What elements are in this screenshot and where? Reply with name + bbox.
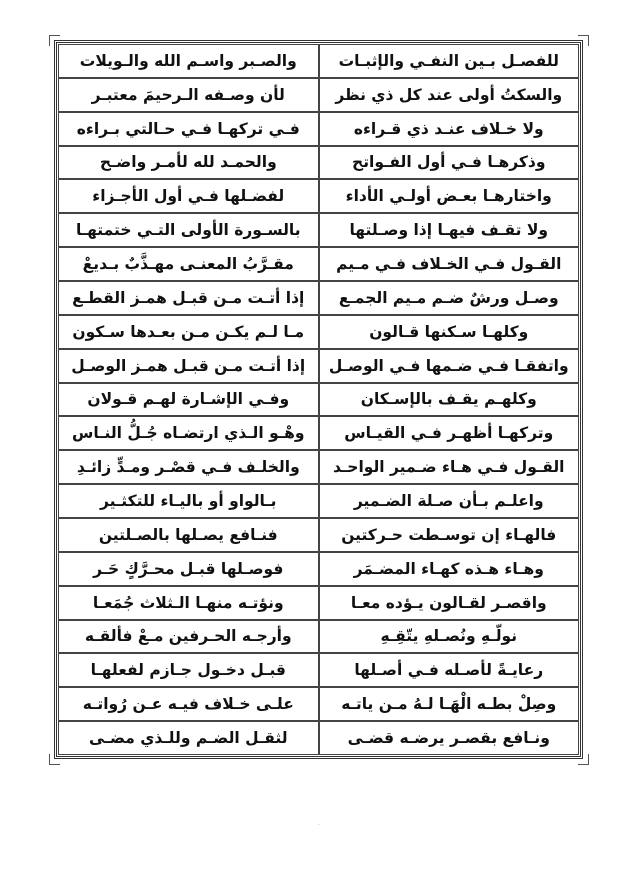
verse-second-hemistich: بـالواو أو باليـاء للتكثـير <box>58 484 319 518</box>
verse-second-hemistich: إذا أتـت مـن قبـل همـز الوصـل <box>58 349 319 383</box>
verse-first-hemistich: ولا خـلاف عنـد ذي قـراءه <box>319 112 580 146</box>
footer-mark: · <box>318 822 320 829</box>
verse-first-hemistich: وتركهـا أظهـر فـي القيـاس <box>319 416 580 450</box>
verse-first-hemistich: رعايـةً لأصـله فـي أصـلها <box>319 653 580 687</box>
verse-second-hemistich: لفضـلها فـي أول الأجـزاء <box>58 179 319 213</box>
verse-first-hemistich: وكلهـم يقـف بالإسـكان <box>319 383 580 417</box>
verse-second-hemistich: وأرجـه الحـرفين مـعْ فألقـه <box>58 620 319 654</box>
corner-ornament <box>578 35 589 46</box>
verse-first-hemistich: واتفقـا فـي ضـمها فـي الوصـل <box>319 349 580 383</box>
verse-second-hemistich: وفـي الإشـارة لهـم قـولان <box>58 383 319 417</box>
verse-first-hemistich: واعلـم بـأن صـلة الضـمير <box>319 484 580 518</box>
verse-first-hemistich: القـول فـي الخـلاف فـي مـيم <box>319 247 580 281</box>
verse-second-hemistich: مـا لـم يكـن مـن بعـدها سـكون <box>58 315 319 349</box>
verse-second-hemistich: بالسـورة الأولى التـي ختمتهـا <box>58 213 319 247</box>
verse-second-hemistich: فوصـلها قبـل محـرَّكٍ حَـر <box>58 552 319 586</box>
verse-first-hemistich: ونـافع بقصـر يرضـه قضـى <box>319 721 580 755</box>
verse-second-hemistich: لثقـل الضـم وللـذي مضـى <box>58 721 319 755</box>
corner-ornament <box>578 754 589 765</box>
verse-first-hemistich: واختارهـا بعـض أولـي الأداء <box>319 179 580 213</box>
verse-first-hemistich: والسكتُ أولى عند كل ذي نظر <box>319 78 580 112</box>
verse-first-hemistich: وهـاء هـذه كهـاء المضـمَر <box>319 552 580 586</box>
verse-first-hemistich: وصِلْ بطـه الْهَـا لـهُ مـن ياتـه <box>319 687 580 721</box>
verse-second-hemistich: والحمـد لله لأمـر واضـح <box>58 146 319 180</box>
verse-first-hemistich: نولّـهِ ونُصـلهِ يتّقِـهِ <box>319 620 580 654</box>
verse-second-hemistich: قبـل دخـول جـازم لفعلهـا <box>58 653 319 687</box>
verse-second-hemistich: والخلـف فـي قصْـر ومـدٍّ زائـدِ <box>58 450 319 484</box>
verse-second-hemistich: فـي تركهـا فـي حـالتي بـراءه <box>58 112 319 146</box>
verse-second-hemistich: فنـافع يصـلها بالصـلتين <box>58 518 319 552</box>
verse-first-hemistich: للفصـل بـين النفـي والإثبـات <box>319 44 580 78</box>
verse-table <box>58 44 579 755</box>
verse-first-hemistich: فالهـاء إن توسـطت حـركتين <box>319 518 580 552</box>
verse-first-hemistich: القـول فـي هـاء ضـمير الواحـد <box>319 450 580 484</box>
verse-first-hemistich: واقصـر لقـالون يـؤده معـا <box>319 586 580 620</box>
verse-second-hemistich: مقـرَّبُ المعنـى مهـذَّبٌ بـديعْ <box>58 247 319 281</box>
verse-second-hemistich: إذا أتـت مـن قبـل همـز القطـع <box>58 281 319 315</box>
verse-first-hemistich: وكلهـا سـكنها قـالون <box>319 315 580 349</box>
corner-ornament <box>49 754 60 765</box>
verse-second-hemistich: لأن وصـفه الـرحيمَ معتبـر <box>58 78 319 112</box>
verse-second-hemistich: وهْـو الـذي ارتضـاه جُـلُّ النـاس <box>58 416 319 450</box>
verse-second-hemistich: والصـبر واسـم الله والـويلات <box>58 44 319 78</box>
verse-second-hemistich: ونؤتـه منهـا الـثلاث جُمَعـا <box>58 586 319 620</box>
verse-second-hemistich: علـى خـلاف فيـه عـن رُواتـه <box>58 687 319 721</box>
verse-first-hemistich: وذكرهـا فـي أول الفـواتح <box>319 146 580 180</box>
verse-first-hemistich: وصـل ورشٌ ضـم مـيم الجمـع <box>319 281 580 315</box>
verse-first-hemistich: ولا تقـف فيهـا إذا وصـلتها <box>319 213 580 247</box>
